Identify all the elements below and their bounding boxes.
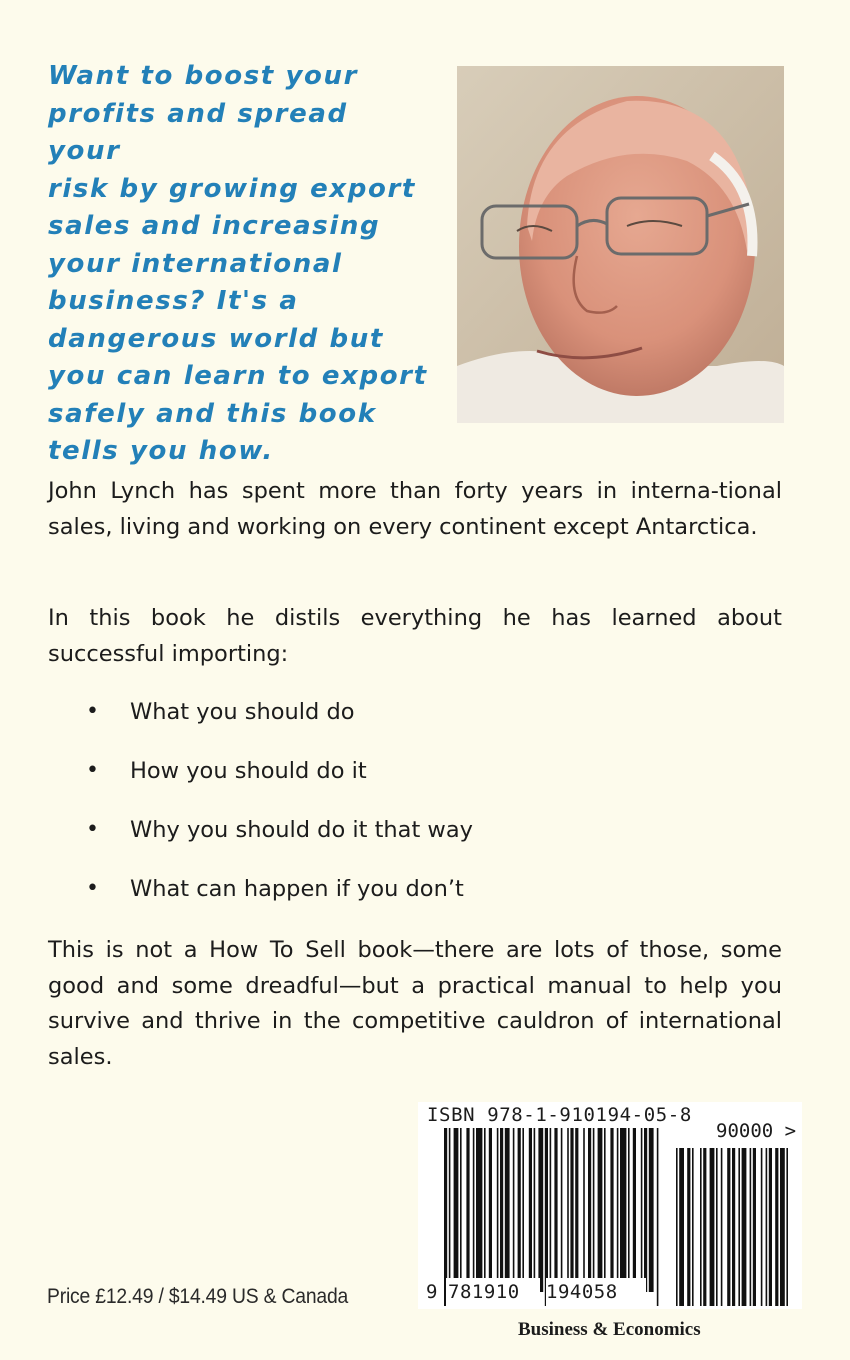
- barcode-bar: [500, 1128, 503, 1292]
- barcode-bar: [710, 1148, 715, 1306]
- barcode-bar: [687, 1148, 690, 1306]
- barcode-bar: [610, 1128, 613, 1292]
- closing-paragraph: This is not a How To Sell book—there are lots of those, some good and some dreadful—but a practical manual to help you survive and thrive in the competitive cauldron of international sales.: [48, 937, 782, 1070]
- list-item: [48, 694, 782, 753]
- category-label: Business & Economics: [518, 1319, 701, 1340]
- price-code: 90000 >: [716, 1120, 797, 1142]
- bullet-list: [48, 694, 782, 930]
- barcode-bar: [554, 1128, 557, 1292]
- price-text: Price £12.49 / $14.49 US & Canada: [47, 1285, 349, 1308]
- barcode-bar: [505, 1128, 510, 1292]
- barcode-bar: [604, 1128, 606, 1292]
- barcode-bar: [679, 1148, 684, 1306]
- barcode-bar: [742, 1148, 747, 1306]
- barcode-bar: [454, 1128, 459, 1292]
- barcode-bar: [628, 1128, 630, 1292]
- barcode-bar: [703, 1148, 706, 1306]
- barcode-bar: [522, 1128, 524, 1292]
- barcode-bar: [497, 1128, 499, 1292]
- bullet-icon: •: [86, 817, 99, 842]
- barcode-bar: [766, 1148, 768, 1306]
- barcode-bar: [588, 1128, 591, 1292]
- barcode-bar: [466, 1128, 469, 1292]
- barcode-bar: [732, 1148, 735, 1306]
- list-item-text: What can happen if you don’t: [130, 876, 464, 902]
- author-photo: [457, 66, 784, 423]
- barcode-digits: 9: [426, 1281, 438, 1303]
- list-item-text: Why you should do it that way: [130, 817, 473, 843]
- bullet-icon: •: [86, 758, 99, 783]
- barcode-bar: [641, 1128, 643, 1292]
- isbn-label: ISBN 978-1-910194-05-8: [427, 1104, 692, 1126]
- list-item: [48, 871, 782, 930]
- barcode-bar: [644, 1128, 647, 1292]
- barcode-bar: [750, 1148, 752, 1306]
- barcode-bar: [617, 1128, 619, 1292]
- barcode-digits: 781910: [448, 1281, 520, 1303]
- list-item-text: How you should do it: [130, 758, 367, 784]
- bullet-icon: •: [86, 876, 99, 901]
- barcode-bar: [513, 1128, 515, 1292]
- barcode-bar: [561, 1128, 563, 1292]
- barcode-bar: [692, 1148, 694, 1306]
- barcode-bar: [716, 1148, 718, 1306]
- barcode-bar: [489, 1128, 492, 1292]
- barcode-bar: [633, 1128, 636, 1292]
- barcode-bar: [567, 1128, 569, 1292]
- barcode-bar: [676, 1148, 678, 1306]
- barcode-bar: [460, 1128, 462, 1292]
- barcode-bar: [738, 1148, 740, 1306]
- barcode-bar: [700, 1148, 702, 1306]
- author-bio: John Lynch has spent more than forty years in interna-tional sales, living and working on every continent except Antarctica.: [48, 478, 782, 540]
- barcode-bar: [721, 1148, 723, 1306]
- barcode-bar: [473, 1128, 475, 1292]
- barcode-bar: [769, 1148, 772, 1306]
- barcode-bar: [649, 1128, 654, 1292]
- barcode-bar: [534, 1128, 536, 1292]
- barcode-bar: [518, 1128, 521, 1292]
- barcode-bar: [598, 1128, 603, 1292]
- barcode-bar: [753, 1148, 756, 1306]
- barcode-bar: [761, 1148, 763, 1306]
- barcode-bar: [484, 1128, 486, 1292]
- intro-paragraph: In this book he distils everything he has learned about successful importing:: [48, 605, 782, 667]
- barcode-bar: [538, 1128, 543, 1292]
- barcode-bar: [593, 1128, 595, 1292]
- list-item: [48, 753, 782, 812]
- barcode-bar: [476, 1128, 482, 1292]
- barcode-bar: [775, 1148, 778, 1306]
- barcode-bar: [657, 1128, 659, 1306]
- barcode-bar: [786, 1148, 788, 1306]
- barcode-bar: [570, 1128, 573, 1292]
- barcode-bar: [620, 1128, 626, 1292]
- bullet-icon: •: [86, 699, 99, 724]
- cover-blurb: Want to boost your profits and spread your risk by growing export sales and increasing your international business? It's a dangerous world but you can learn to export safely and this book tells you how.: [48, 61, 428, 466]
- list-item-text: What you should do: [130, 699, 355, 725]
- barcode-bar: [780, 1148, 785, 1306]
- list-item: [48, 812, 782, 871]
- barcode-digits: 194058: [546, 1281, 618, 1303]
- barcode-bar: [727, 1148, 730, 1306]
- barcode-bar: [575, 1128, 578, 1292]
- barcode-bar: [529, 1128, 532, 1292]
- barcode-bar: [583, 1128, 585, 1292]
